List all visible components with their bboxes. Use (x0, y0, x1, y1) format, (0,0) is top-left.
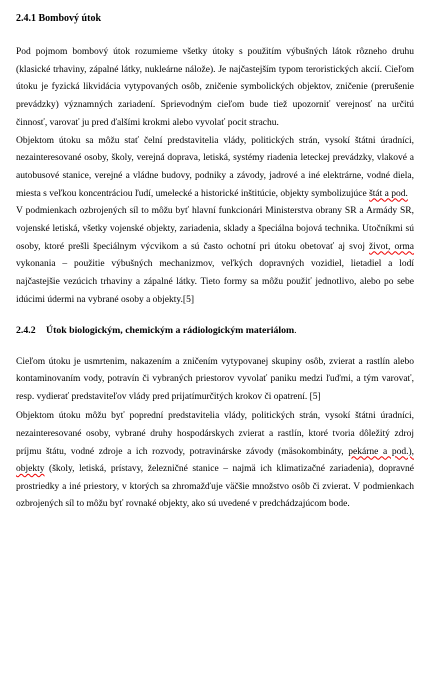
paragraph-bio-targets (16, 408, 414, 514)
paragraph-bomb-definition: Pod pojmom bombový útok rozumieme všetky útoky s použitím výbušných látok rôzneho druhu (klasické trhaviny, zápalné látky, nukleárne nálože). Je najčastejším typom teroristických akcií. Cieľom útoku je fyzická likvidácia vytypovaných osôb, zničenie symbolických objektov, zničenie (prerušenie prevádzky) významných zariadení. Sprievodným cieľom bude tiež upozorniť verejnosť na určitú činnosť, varovať ju pred ďalšími krokmi alebo vyvolať pocit strachu. (16, 47, 414, 128)
section-heading-bomb-attack: 2.4.1 Bombový útok (16, 13, 102, 24)
spellcheck-underline-text: život, orma (369, 241, 415, 252)
section-number: 2.4.2 (16, 324, 36, 336)
section-bomb-attack (16, 12, 414, 310)
paragraph-bio-targets-text-a: Objektom útoku môžu byť poprední predstavitelia vlády, politických strán, vysokí štátni úradníci, nezainteresované osoby, vybrané druhy hospodárskych zvierat a rastlín, ktoré tvoria dôležitý zdroj príjmu štátu, vodné zdroje a ich rozvody, potravinárske závody (mäsokombináty, (16, 411, 414, 457)
paragraph-bio-targets-text-b: (školy, letiská, prístavy, železničné stanice – najmä ich klimatizačné zariadenia), dopravné prostriedky a iné priestory, v ktorých sa zhromažďuje väčšie množstvo osôb či zvierat. V podmienkach ozbrojených síl to môžu byť rovnaké objekty, ako sú uvedené v predchádzajúcom bode. (16, 464, 414, 510)
spellcheck-underline-text: štát a pod. (369, 188, 408, 199)
section-bio-chem-attack (16, 324, 414, 514)
section-heading-bio-chem-attack (16, 324, 414, 338)
paragraph-bomb-military-text-b: vykonania – použitie výbušných mechanizmov, veľkých dopravných vozidiel, lietadiel a lodí najčastejšie vezúcich trhaviny a zápalné látky. Tieto formy sa môžu použiť jednotlivo, alebo po sebe idúcimi údermi na vybrané osoby a objekty.[5] (16, 259, 414, 305)
paragraph-bomb-military-text-a: V podmienkach ozbrojených síl to môžu byť hlavní funkcionári Ministerstva obrany SR a Armády SR, vojenské letiská, všetky vojenské objekty, zariadenia, sklady a špeciálna bojová technika. Utočníkmi sú osoby, ktoré prešli špeciálnym výcvikom a sú často ochotní pri útoku obetovať aj svoj (16, 206, 414, 252)
paragraph-bomb-military (16, 203, 414, 309)
spellcheck-underline-text: pekárne a pod.), objekty (16, 446, 414, 475)
section-title-period: . (294, 324, 297, 336)
paragraph-bomb-targets-text: Objektom útoku sa môžu stať čelní predstavitelia vlády, politických strán, vysokí štátni úradníci, nezainteresované osoby, školy, verejná doprava, letiská, systémy riadenia leteckej prevádzky, vlakové a autobusové stanice, verejné a vládne budovy, podniky a závody, jadrové a iné elektrárne, vodné diela, miesta s veľkou koncentráciou ľudí, umelecké a historické inštitúcie, objekty symbolizujúce (16, 135, 414, 199)
section-title: Útok biologickým, chemickým a rádiologickým materiálom (46, 324, 295, 336)
paragraph-bio-goal: Cieľom útoku je usmrtenim, nakazením a zničením vytypovanej skupiny osôb, zvierat a rastlín alebo kontaminovaním vody, potravín či vybraných priestorov vyvolať paniku medzi ľuďmi, a tým varovať, resp. vydierať predstaviteľov vlády pred prijatímurčitých krokov či opatrení. [5] (16, 356, 414, 402)
paragraph-bomb-targets (16, 133, 414, 204)
